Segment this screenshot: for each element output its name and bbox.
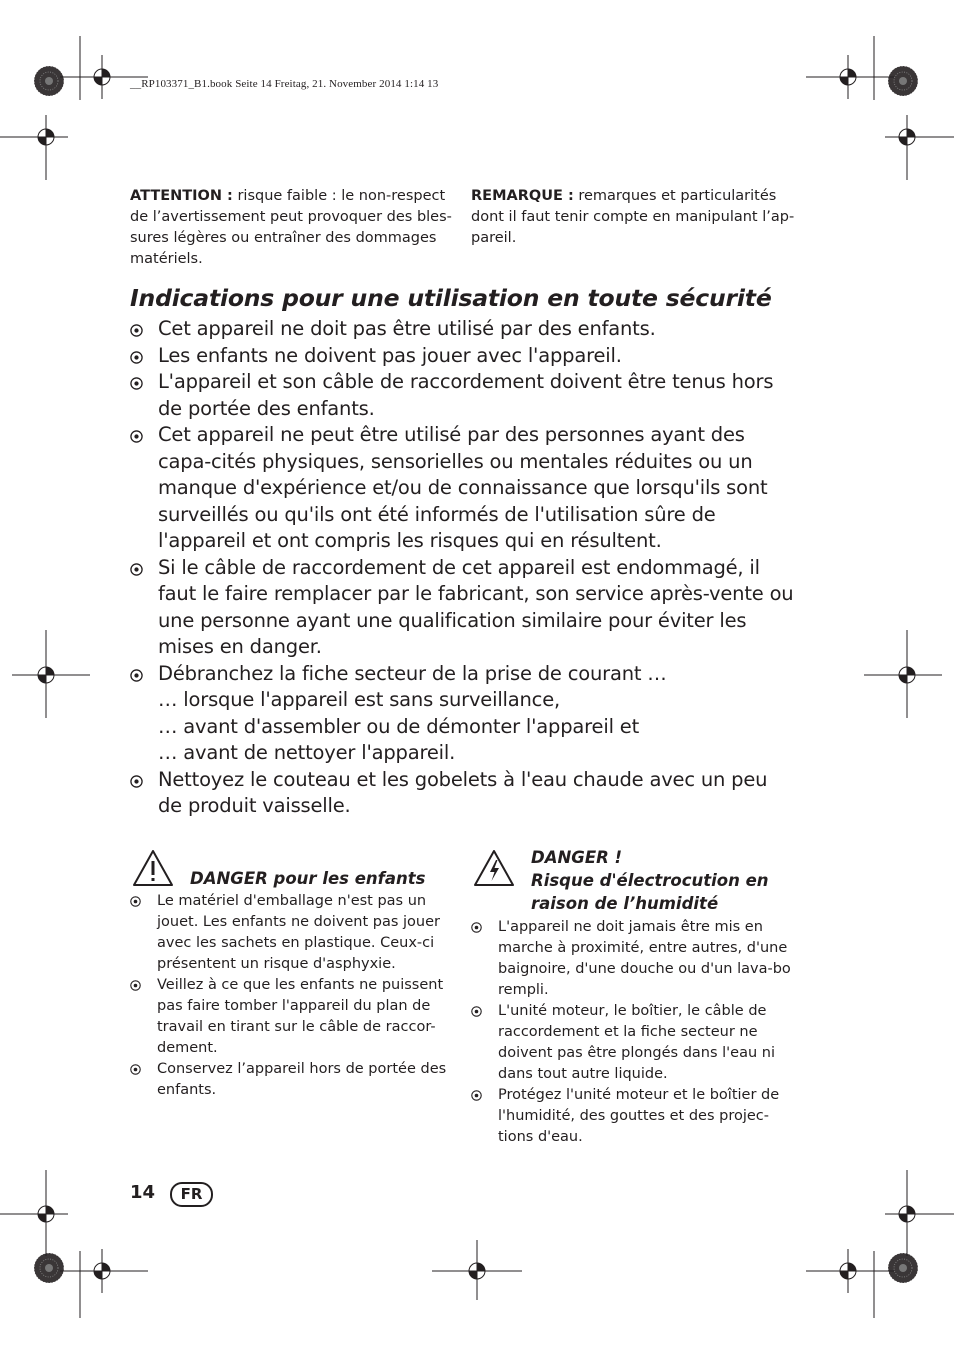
sub-item: … avant d'assembler ou de démonter l'appareil et (158, 714, 640, 738)
list-item (130, 767, 795, 820)
bullet-icon (130, 563, 143, 576)
section-title: Indications pour une utilisation en toute sécurité (130, 284, 772, 312)
list-item-text: Si le câble de raccordement de cet appareil est endommagé, il faut le faire remplacer par le fabricant, son service après-vente ou une personne ayant une qualification similaire pour éviter les mises en danger. (158, 555, 794, 658)
bullet-icon (130, 351, 143, 364)
sub-item: … avant de nettoyer l'appareil. (158, 741, 456, 764)
remarque-text: remarques et particularités dont il faut tenir compte en manipulant l’ap-pareil. (471, 188, 795, 246)
bullet-icon (130, 980, 141, 991)
page-number: 14 (130, 1182, 156, 1203)
sub-item: … lorsque l'appareil est sans surveillance, (158, 688, 560, 711)
bullet-icon (471, 1090, 482, 1101)
electric-danger-list (471, 917, 796, 1148)
electric-danger-title-1: DANGER ! (531, 848, 623, 867)
bullet-icon (130, 377, 143, 390)
list-item (130, 316, 795, 343)
list-item (130, 975, 455, 1059)
list-item-text: Nettoyez le couteau et les gobelets à l'eau chaude avec un peu de produit vaisselle. (158, 767, 768, 817)
attention-notice (130, 186, 452, 270)
list-item-text: Cet appareil ne doit pas être utilisé par des enfants. (158, 317, 656, 340)
remarque-label: REMARQUE : (471, 188, 574, 204)
electric-danger-title-2: Risque d'électrocution en (531, 871, 769, 890)
list-item-text: L'appareil et son câble de raccordement doivent être tenus hors de portée des enfants. (158, 370, 774, 420)
list-item-text: Débranchez la fiche secteur de la prise de courant … (158, 661, 667, 685)
list-item-text: L'unité moteur, le boîtier, le câble de raccordement et la fiche secteur ne doivent pas être plongés dans l'eau ni dans tout autre liquide. (498, 1003, 775, 1082)
children-danger-box (130, 846, 455, 1101)
list-item (130, 891, 455, 975)
list-item (471, 1085, 796, 1148)
bullet-icon (130, 324, 143, 337)
list-item (471, 917, 796, 1001)
electric-hazard-icon (473, 849, 515, 887)
bullet-icon (471, 922, 482, 933)
bullet-icon (130, 430, 143, 443)
list-item (130, 661, 795, 688)
bullet-icon (471, 1006, 482, 1017)
list-item (130, 343, 795, 370)
list-item-text: Le matériel d'emballage n'est pas un jouet. Les enfants ne doivent pas jouer avec les sachets en plastique. Ceux-ci présentent un risque d'asphyxie. (157, 893, 440, 972)
list-item (471, 1001, 796, 1085)
language-badge: FR (170, 1182, 213, 1207)
list-item-text: Veillez à ce que les enfants ne puissent pas faire tomber l'appareil du plan de travail en tirant sur le câble de raccor-dement. (157, 977, 444, 1056)
children-danger-list (130, 891, 455, 1101)
remarque-notice (471, 186, 796, 249)
list-item-text: Protégez l'unité moteur et le boîtier de l'humidité, des gouttes et des projec-tions d'eau. (498, 1087, 780, 1145)
book-info-header: __RP103371_B1.book Seite 14 Freitag, 21. November 2014 1:14 13 (130, 78, 439, 90)
electric-danger-box (471, 846, 796, 1148)
attention-text: risque faible : le non-respect de l’avertissement peut provoquer des bles-sures légères ou entraîner des dommages matériels. (130, 188, 452, 267)
electric-danger-title-3: raison de l’humidité (531, 894, 719, 913)
list-item (130, 555, 795, 661)
attention-label: ATTENTION : (130, 188, 233, 204)
list-item-text: Cet appareil ne peut être utilisé par des personnes ayant des capa-cités physiques, sensorielles ou mentales réduites ou un manque d'expérience et/ou de connaissance que lorsqu'ils sont surveillés ou qu'ils ont été informés de l'utilisation sûre de l'appareil et ont compris les risques qui en résultent. (158, 423, 768, 552)
warning-triangle-icon (132, 849, 174, 887)
bullet-icon (130, 896, 141, 907)
list-item-text: Les enfants ne doivent pas jouer avec l'appareil. (158, 343, 622, 367)
list-item-text: Conservez l’appareil hors de portée des enfants. (157, 1061, 447, 1098)
bullet-icon (130, 1064, 141, 1075)
list-item (130, 422, 795, 555)
bullet-icon (130, 775, 143, 788)
bullet-icon (130, 669, 143, 682)
safety-instructions-list (130, 316, 795, 820)
children-danger-title: DANGER pour les enfants (190, 869, 426, 888)
list-item (130, 369, 795, 422)
list-item (130, 1059, 455, 1101)
list-item-text: L'appareil ne doit jamais être mis en marche à proximité, entre autres, d'une baignoire, d'une douche ou d'un lava-bo rempli. (498, 919, 791, 998)
